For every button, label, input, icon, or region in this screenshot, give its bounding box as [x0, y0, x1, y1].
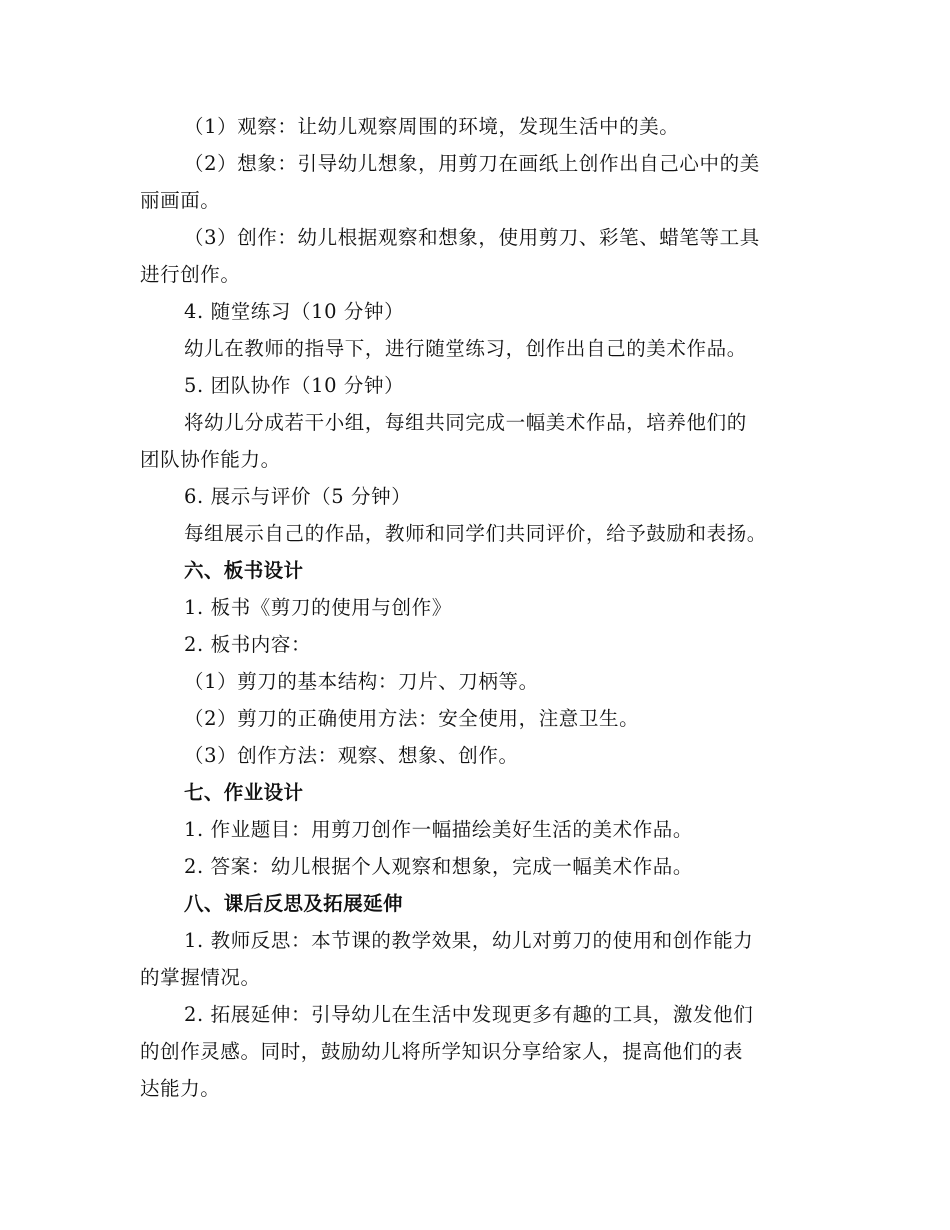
item-board-title: 1. 板书《剪刀的使用与创作》 [184, 596, 452, 619]
item-board-content: 2. 板书内容： [184, 633, 312, 656]
item-board-structure: （1）剪刀的基本结构：刀片、刀柄等。 [184, 670, 539, 693]
item-board-method: （2）剪刀的正确使用方法：安全使用，注意卫生。 [184, 707, 640, 730]
item-homework-answer: 2. 答案：幼儿根据个人观察和想象，完成一幅美术作品。 [184, 855, 694, 878]
item-teamwork: 5. 团队协作（10 分钟） [184, 374, 405, 397]
paragraph-imagine-cont: 丽画面。 [140, 189, 221, 212]
paragraph-imagine: （2）想象：引导幼儿想象，用剪刀在画纸上创作出自己心中的美 [184, 152, 760, 175]
section-heading-board: 六、板书设计 [184, 559, 304, 582]
item-homework-topic: 1. 作业题目：用剪刀创作一幅描绘美好生活的美术作品。 [184, 818, 694, 841]
item-showcase: 6. 展示与评价（5 分钟） [184, 485, 412, 508]
paragraph-teamwork-cont: 团队协作能力。 [140, 448, 281, 471]
paragraph-practice: 幼儿在教师的指导下，进行随堂练习，创作出自己的美术作品。 [184, 337, 747, 360]
paragraph-create: （3）创作：幼儿根据观察和想象，使用剪刀、彩笔、蜡笔等工具 [184, 226, 760, 249]
paragraph-teamwork: 将幼儿分成若干小组，每组共同完成一幅美术作品，培养他们的 [184, 411, 747, 434]
item-teacher-reflection-cont: 的掌握情况。 [140, 966, 261, 989]
item-extension: 2. 拓展延伸：引导幼儿在生活中发现更多有趣的工具，激发他们 [184, 1003, 754, 1026]
item-practice: 4. 随堂练习（10 分钟） [184, 300, 405, 323]
item-teacher-reflection: 1. 教师反思：本节课的教学效果，幼儿对剪刀的使用和创作能力 [184, 929, 754, 952]
paragraph-observe: （1）观察：让幼儿观察周围的环境，发现生活中的美。 [184, 115, 680, 138]
paragraph-create-cont: 进行创作。 [140, 263, 241, 286]
section-heading-reflection: 八、课后反思及拓展延伸 [184, 892, 403, 915]
item-extension-cont-2: 达能力。 [140, 1077, 221, 1100]
section-heading-homework: 七、作业设计 [184, 781, 304, 804]
item-board-creation: （3）创作方法：观察、想象、创作。 [184, 744, 519, 767]
paragraph-showcase: 每组展示自己的作品，教师和同学们共同评价，给予鼓励和表扬。 [184, 522, 767, 545]
item-extension-cont-1: 的创作灵感。同时，鼓励幼儿将所学知识分享给家人，提高他们的表 [140, 1040, 744, 1063]
